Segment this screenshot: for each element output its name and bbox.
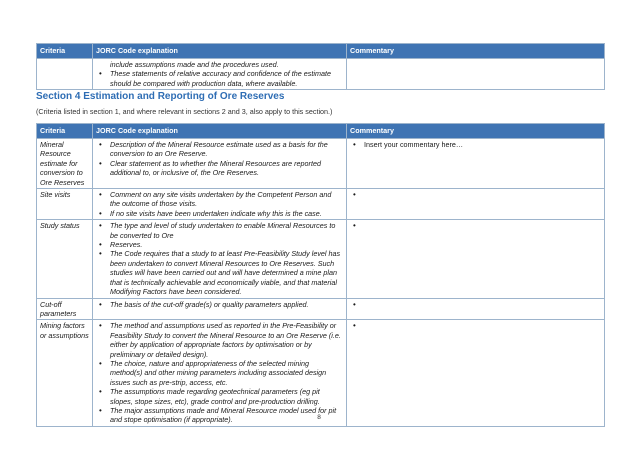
explanation-cell [93,59,347,90]
table-row [37,59,605,90]
section-note: (Criteria listed in section 1, and where relevant in sections 2 and 3, also apply to this section.) [36,107,333,116]
commentary-empty-bullet[interactable] [350,300,601,309]
section-title: Section 4 Estimation and Reporting of Ore Reserves [36,91,285,102]
explanation-bullet: • Description of the Mineral Resource estimate used as a basis for the conversion to an Ore Reserve. [96,140,343,159]
commentary-empty-bullet[interactable] [350,221,601,230]
header-criteria: Criteria [37,44,93,59]
table-header-row [37,124,605,139]
explanation-bullet: • The major assumptions made and Mineral Resource model used for pit and stope optimisation (if appropriate). [96,406,343,425]
commentary-cell[interactable] [347,59,605,90]
header-criteria: Criteria [37,124,93,139]
header-explanation: JORC Code explanation [93,44,347,59]
commentary-cell[interactable] [347,320,605,426]
section4-table [36,123,605,427]
criteria-cell: Cut-off parameters [37,298,93,320]
criteria-cell: Study status [37,220,93,298]
criteria-cell: Mining factors or assumptions [37,320,93,426]
explanation-bullet: • The method and assumptions used as reported in the Pre-Feasibility or Feasibility Study to convert the Mineral Resource to an Ore Reserve (i.e. either by application of appropriate factors by optimisation or by preliminary or detailed design). [96,321,343,359]
explanation-bullet: • Comment on any site visits undertaken by the Competent Person and the outcome of those visits. [96,190,343,209]
explanation-bullet: • The choice, nature and appropriateness of the selected mining method(s) and other mining parameters including associated design issues such as pre-strip, access, etc. [96,359,343,387]
continuation-table [36,43,605,90]
explanation-bullet: • The basis of the cut-off grade(s) or quality parameters applied. [96,300,343,309]
criteria-cell [37,59,93,90]
continuation-text: include assumptions made and the procedures used. [110,60,279,69]
page-number: 8 [317,414,321,421]
explanation-cell [93,139,347,189]
header-commentary: Commentary [347,44,605,59]
criteria-cell: Mineral Resource estimate for conversion to Ore Reserves [37,139,93,189]
explanation-bullet: • These statements of relative accuracy and confidence of the estimate should be compared with production data, where available. [96,69,343,88]
explanation-cell [93,298,347,320]
header-explanation: JORC Code explanation [93,124,347,139]
explanation-bullet: • The Code requires that a study to at least Pre-Feasibility Study level has been undertaken to convert Mineral Resources to Ore Reserves. Such studies will have been carried out and will have determined a mine plan that is technically achievable and economically viable, and that material Modifying Factors have been considered. [96,249,343,296]
criteria-cell: Site visits [37,189,93,220]
table-row [37,320,605,426]
commentary-placeholder[interactable]: • Insert your commentary here… [350,140,601,149]
commentary-cell[interactable] [347,220,605,298]
explanation-cell [93,220,347,298]
explanation-bullet: • Reserves. [96,240,343,249]
table-row [37,189,605,220]
explanation-cell [93,189,347,220]
table-header-row [37,44,605,59]
commentary-cell[interactable] [347,298,605,320]
commentary-empty-bullet[interactable] [350,321,601,330]
table-row [37,139,605,189]
table-row [37,298,605,320]
commentary-cell[interactable] [347,139,605,189]
explanation-cell [93,320,347,426]
header-commentary: Commentary [347,124,605,139]
commentary-cell[interactable] [347,189,605,220]
explanation-bullet: • The assumptions made regarding geotechnical parameters (eg pit slopes, stope sizes, etc), grade control and pre-production drilling. [96,387,343,406]
explanation-bullet: • The type and level of study undertaken to enable Mineral Resources to be converted to Ore [96,221,343,240]
table-row [37,220,605,298]
explanation-bullet: • Clear statement as to whether the Mineral Resources are reported additional to, or inclusive of, the Ore Reserves. [96,159,343,178]
commentary-empty-bullet[interactable] [350,190,601,199]
explanation-bullet: • If no site visits have been undertaken indicate why this is the case. [96,209,343,218]
